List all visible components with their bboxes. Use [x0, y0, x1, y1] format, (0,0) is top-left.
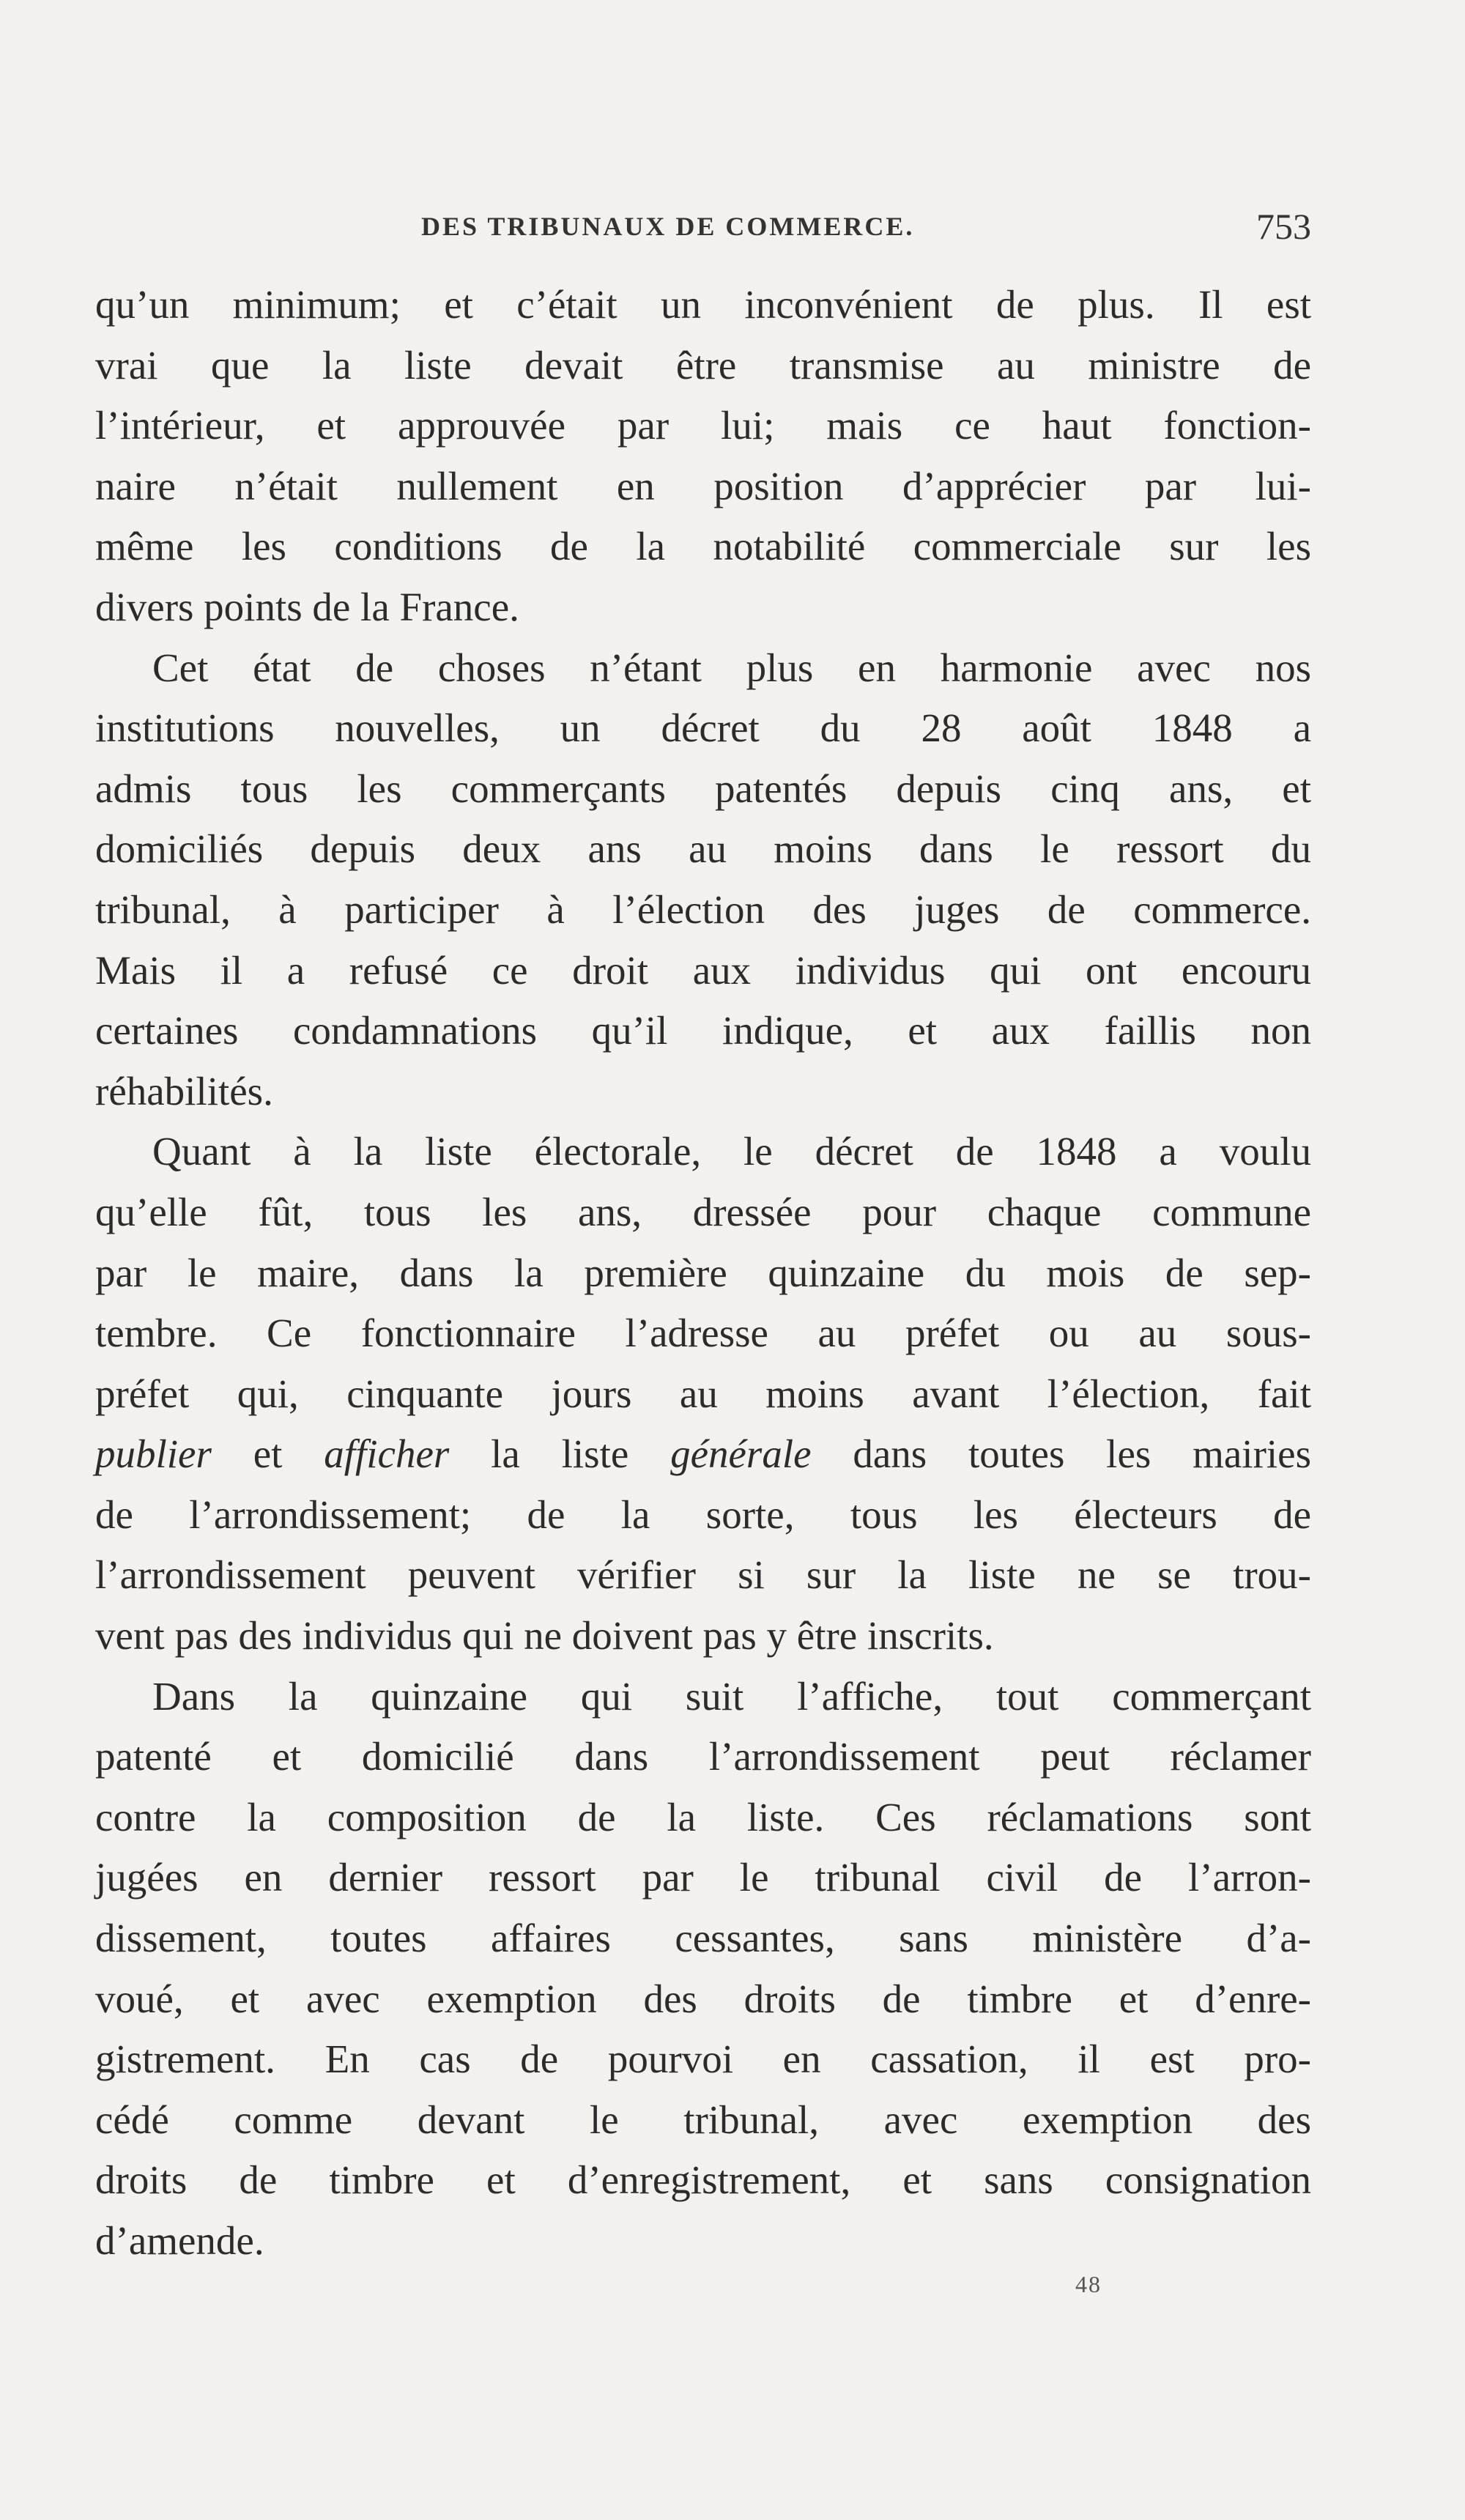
text-span: dans toutes les mairies [811, 1431, 1311, 1477]
text-line: contre la composition de la liste. Ces réclamations sont [95, 1794, 1311, 1839]
text-line: voué, et avec exemption des droits de timbre et d’enre- [95, 1976, 1311, 2021]
signature-mark: 48 [1075, 2271, 1102, 2297]
text-line: naire n’était nullement en position d’apprécier par lui- [95, 463, 1311, 508]
text-line: tembre. Ce fonctionnaire l’adresse au préfet ou au sous- [95, 1311, 1311, 1356]
text-line: l’intérieur, et approuvée par lui; mais ce haut fonction- [95, 403, 1311, 448]
italic-word: afficher [324, 1431, 450, 1477]
text-line: qu’un minimum; et c’était un inconvénient de plus. Il est [95, 282, 1311, 327]
running-head [95, 206, 1311, 255]
text-line: certaines condamnations qu’il indique, et aux faillis non [95, 1008, 1311, 1053]
paragraph-start-line: Quant à la liste électorale, le décret de 1848 a voulu [152, 1129, 1311, 1174]
italic-word: publier [95, 1431, 212, 1477]
text-span: la liste [449, 1431, 671, 1477]
text-line: patenté et domicilié dans l’arrondissement peut réclamer [95, 1734, 1311, 1779]
text-line: jugées en dernier ressort par le tribunal civil de l’arron- [95, 1855, 1311, 1900]
text-line: qu’elle fût, tous les ans, dressée pour chaque commune [95, 1189, 1311, 1234]
text-line: même les conditions de la notabilité commerciale sur les [95, 524, 1311, 569]
paragraph-start-line: Dans la quinzaine qui suit l’affiche, tout commerçant [152, 1673, 1311, 1719]
running-title: DES TRIBUNAUX DE COMMERCE. [421, 212, 915, 241]
page-number: 753 [1256, 206, 1311, 247]
text-line-mixed [95, 1424, 1311, 1485]
italic-word: générale [670, 1431, 812, 1477]
text-span: et [211, 1431, 324, 1477]
text-line: vent pas des individus qui ne doivent pas y être inscrits. [95, 1613, 994, 1659]
text-line: divers points de la France. [95, 584, 519, 629]
text-line: d’amende. [95, 2218, 264, 2263]
text-line: préfet qui, cinquante jours au moins avant l’élection, fait [95, 1371, 1311, 1416]
text-line: de l’arrondissement; de la sorte, tous les électeurs de [95, 1491, 1311, 1537]
text-line: droits de timbre et d’enregistrement, et sans consignation [95, 2157, 1311, 2203]
text-line: réhabilités. [95, 1068, 273, 1113]
text-line: dissement, toutes affaires cessantes, sans ministère d’a- [95, 1916, 1311, 1961]
text-line: l’arrondissement peuvent vérifier si sur la liste ne se trou- [95, 1552, 1311, 1598]
text-line: Mais il a refusé ce droit aux individus qui ont encouru [95, 947, 1311, 993]
text-line: vrai que la liste devait être transmise au ministre de [95, 342, 1311, 388]
text-line: gistrement. En cas de pourvoi en cassation, il est pro- [95, 2037, 1311, 2082]
text-line: cédé comme devant le tribunal, avec exemption des [95, 2097, 1311, 2142]
text-line: tribunal, à participer à l’élection des juges de commerce. [95, 886, 1311, 932]
text-line: par le maire, dans la première quinzaine du mois de sep- [95, 1250, 1311, 1295]
paragraph-start-line: Cet état de choses n’étant plus en harmonie avec nos [152, 645, 1311, 690]
text-line: domiciliés depuis deux ans au moins dans le ressort du [95, 826, 1311, 872]
text-line: admis tous les commerçants patentés depuis cinq ans, et [95, 766, 1311, 811]
body-text [95, 275, 1311, 2272]
text-line: institutions nouvelles, un décret du 28 août 1848 a [95, 705, 1311, 751]
